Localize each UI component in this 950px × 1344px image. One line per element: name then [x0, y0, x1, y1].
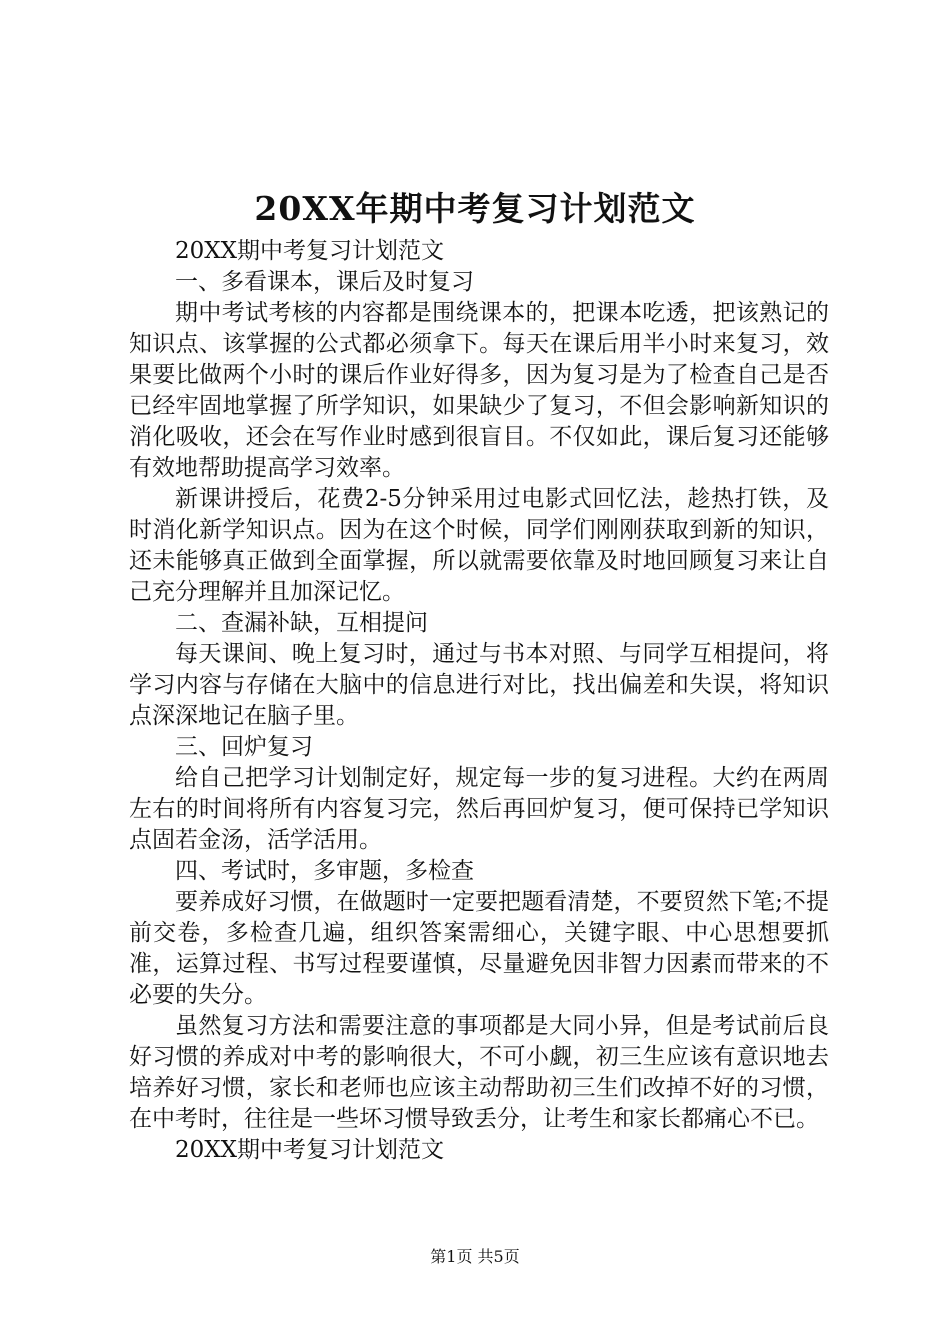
body-paragraph: 要养成好习惯，在做题时一定要把题看清楚，不要贸然下笔;不提前交卷，多检查几遍，组织答案需细心，关键字眼、中心思想要抓准，运算过程、书写过程要谨慎，尽量避免因非智力因素而带来的不必要的失分。 — [129, 889, 829, 1008]
document-subtitle: 20XX期中考复习计划范文 — [175, 238, 445, 264]
page-number-footer: 第1页 共5页 — [430, 1247, 520, 1266]
body-paragraph: 新课讲授后，花费2-5分钟采用过电影式回忆法，趁热打铁，及时消化新学知识点。因为在这个时候，同学们刚刚获取到新的知识，还未能够真正做到全面掌握，所以就需要依靠及时地回顾复习来让自己充分理解并且加深记忆。 — [129, 486, 829, 605]
section-heading: 三、回炉复习 — [175, 734, 313, 760]
document-title: 20XX年期中考复习计划范文 — [254, 189, 696, 228]
body-paragraph: 虽然复习方法和需要注意的事项都是大同小异，但是考试前后良好习惯的养成对中考的影响很大，不可小觑，初三生应该有意识地去培养好习惯，家长和老师也应该主动帮助初三生们改掉不好的习惯，在中考时，往往是一些坏习惯导致丢分，让考生和家长都痛心不已。 — [129, 1013, 829, 1132]
body-paragraph: 每天课间、晚上复习时，通过与书本对照、与同学互相提问，将学习内容与存储在大脑中的信息进行对比，找出偏差和失误，将知识点深深地记在脑子里。 — [129, 641, 829, 729]
section-heading: 二、查漏补缺，互相提问 — [175, 610, 428, 636]
section-heading: 一、多看课本，课后及时复习 — [175, 269, 474, 295]
section-heading: 20XX期中考复习计划范文 — [175, 1137, 445, 1163]
document-body — [129, 236, 829, 1166]
section-heading: 四、考试时，多审题，多检查 — [175, 858, 474, 884]
body-paragraph: 期中考试考核的内容都是围绕课本的，把课本吃透，把该熟记的知识点、该掌握的公式都必须拿下。每天在课后用半小时来复习，效果要比做两个小时的课后作业好得多，因为复习是为了检查自己是否已经牢固地掌握了所学知识，如果缺少了复习，不但会影响新知识的消化吸收，还会在写作业时感到很盲目。不仅如此，课后复习还能够有效地帮助提高学习效率。 — [129, 300, 829, 481]
body-paragraph: 给自己把学习计划制定好，规定每一步的复习进程。大约在两周左右的时间将所有内容复习完，然后再回炉复习，便可保持已学知识点固若金汤，活学活用。 — [129, 765, 829, 853]
